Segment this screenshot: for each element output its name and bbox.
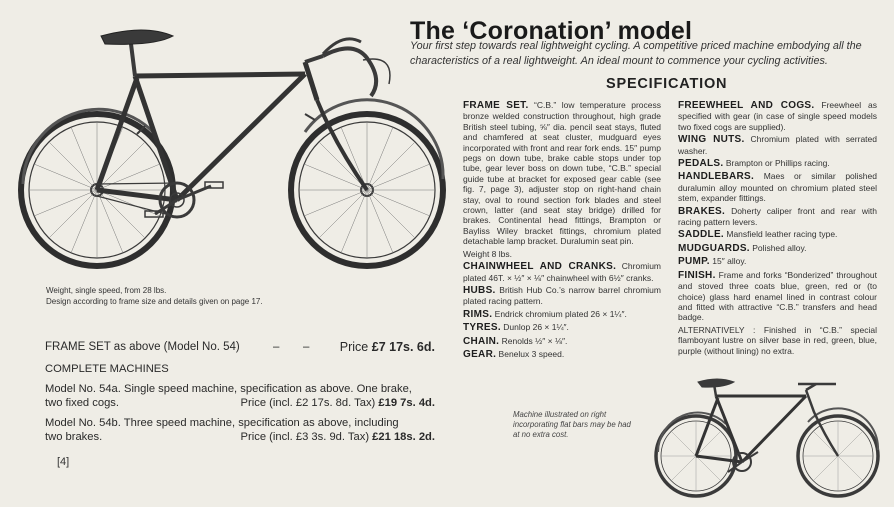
spec-finish: FINISH. Frame and forks “Bonderized” throughout and stoved three coats blue, green, red or (to choice) glass hard enamel lined in contrast colour and fitted with attractive “C.B.” transfers and head badge. — [678, 269, 877, 323]
spec-rims: RIMS. Endrick chromium plated 26 × 1¼″. — [463, 308, 627, 320]
model-54b-price: £21 18s. 2d. — [372, 431, 435, 443]
complete-machines-heading: COMPLETE MACHINES — [45, 363, 169, 375]
spec-brakes: BRAKES. Doherty caliper front and rear with racing pattern levers. — [678, 205, 877, 228]
spec-tyres: TYRES. Dunlop 26 × 1¼″. — [463, 322, 569, 334]
spec-chainwheel: CHAINWHEEL AND CRANKS. Chromium plated 46T. × ½″ × ⅛″ chainwheel with 6½″ cranks. — [463, 261, 661, 283]
design-caption: Design according to frame size and details given on page 17. — [46, 297, 263, 306]
spec-pump: PUMP. 15″ alloy. — [678, 256, 747, 268]
page-number: [4] — [57, 456, 70, 468]
frameset-price: £7 17s. 6d. — [371, 340, 435, 354]
intro-text: Your first step towards real lightweight cycling. A competitive priced machine embodying all the characteristics of a real lightweight. An ideal mount to commence your cycling activities. — [410, 40, 862, 67]
spec-alternatively: ALTERNATIVELY : Finished in “C.B.” special flamboyant lustre on silver base in red, green, blue, purple (without lining) no extra. — [678, 324, 877, 356]
spec-hubs: HUBS. British Hub Co.’s narrow barrel chromium plated racing pattern. — [463, 284, 661, 307]
weight-caption: Weight, single speed, from 28 lbs. — [46, 286, 167, 295]
spec-saddle: SADDLE. Mansfield leather racing type. — [678, 229, 838, 241]
spec-mudguards: MUDGUARDS. Polished alloy. — [678, 242, 807, 254]
spec-gear: GEAR. Benelux 3 speed. — [463, 348, 565, 360]
page-title: The ‘Coronation’ model — [410, 16, 693, 45]
model-54b-line2: two brakes. Price (incl. £3 3s. 9d. Tax) £21 18s. 2d. — [45, 431, 435, 443]
racing-bicycle-illustration — [5, 14, 460, 284]
model-54a-line1: Model No. 54a. Single speed machine, specification as above. One brake, — [45, 383, 412, 395]
bike-caption — [46, 286, 276, 308]
model-54a-line2: two fixed cogs. Price (incl. £2 17s. 8d. Tax) £19 7s. 4d. — [45, 397, 435, 409]
specification-heading: SPECIFICATION — [606, 76, 728, 92]
spec-pedals: PEDALS. Brampton or Phillips racing. — [678, 158, 830, 170]
frameset-price-row: FRAME SET as above (Model No. 54) – – Price £7 17s. 6d. — [45, 340, 435, 354]
spec-frame-set: FRAME SET. “C.B.” low temperature process bronze welded construction throughout, high grade British steel tubing, ⅝″ dia. pencil seat stays, fluted and chamfered at seat cluster, mudguard eyes incorporated with front and rear fork ends. 15″ pump pegs on down tube, brake cable stops under top tube, gear lever boss on down tube, “C.B.” special guide tube at bracket for exposed gear cable (see fig. 7, page 3), adjuster stop on right-hand chain stay, oval to round section fork blades and steel crown, latter (and seat stay bridge) drilled for brakes. Continental head fittings, Brampton or Bayliss Wiley bracket fittings, chromium plated detachable lamp bracket. Duralumin seat pin. — [463, 100, 661, 247]
flat-bar-note: Machine illustrated on right incorporating flat bars may be had at no extra cost. — [513, 410, 631, 439]
model-54b-line1: Model No. 54b. Three speed machine, specification as above, including — [45, 417, 399, 429]
pricing-block — [45, 340, 435, 444]
spec-weight: Weight 8 lbs. — [463, 248, 512, 259]
spec-left-column — [463, 100, 661, 362]
spec-freewheel: FREEWHEEL AND COGS. Freewheel as specified with gear (in case of single speed models two fixed cogs are supplied). — [678, 100, 877, 132]
spec-right-column — [678, 100, 877, 358]
spec-chain: CHAIN. Renolds ½″ × ⅛″. — [463, 335, 568, 347]
flat-bar-bicycle-illustration — [648, 378, 888, 502]
model-54a-price: £19 7s. 4d. — [378, 397, 435, 409]
spec-wing-nuts: WING NUTS. Chromium plated with serrated washer. — [678, 134, 877, 156]
spec-handlebars: HANDLEBARS. Maes or similar polished duralumin alloy mounted on chromium plated steel stem, expander fittings. — [678, 171, 877, 204]
